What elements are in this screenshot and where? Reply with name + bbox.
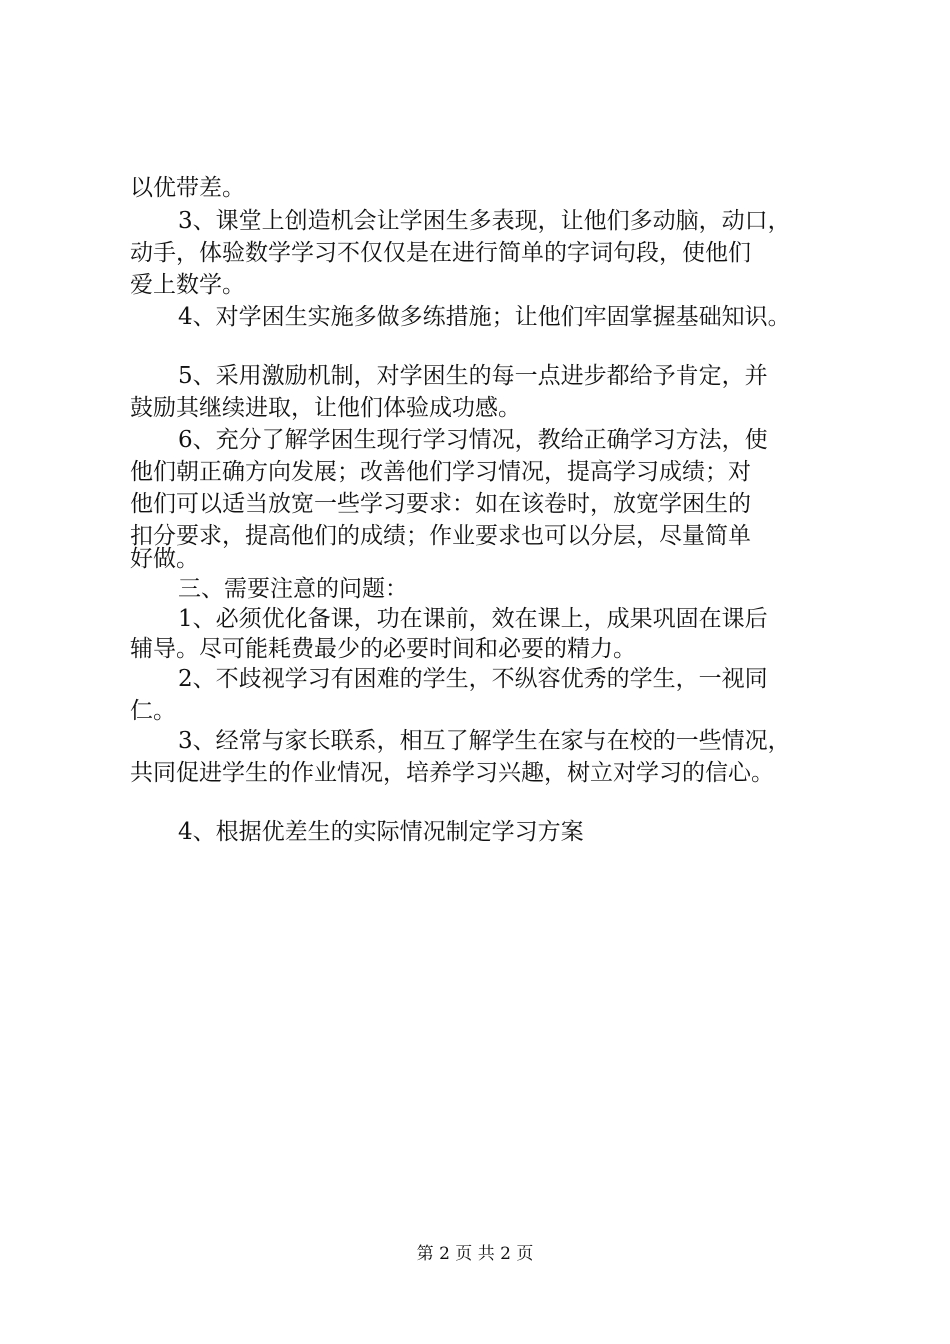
text-line: 鼓励其继续进取，让他们体验成功感。 — [130, 395, 521, 421]
text-line: 以优带差。 — [130, 175, 245, 201]
text-line: 5、采用激励机制，对学困生的每一点进步都给予肯定，并 — [178, 363, 768, 389]
text-line: 扣分要求，提高他们的成绩；作业要求也可以分层，尽量简单 — [130, 523, 751, 549]
text-line: 4、根据优差生的实际情况制定学习方案 — [178, 819, 584, 845]
page-footer: 第 2 页 共 2 页 — [416, 1244, 534, 1264]
text-line: 他们可以适当放宽一些学习要求：如在该卷时，放宽学困生的 — [130, 491, 751, 517]
text-line: 共同促进学生的作业情况，培养学习兴趣，树立对学习的信心。 — [130, 760, 774, 786]
text-line: 4、对学困生实施多做多练措施；让他们牢固掌握基础知识。 — [178, 304, 791, 330]
text-line: 他们朝正确方向发展；改善他们学习情况，提高学习成绩；对 — [130, 459, 751, 485]
text-line: 1、必须优化备课，功在课前，效在课上，成果巩固在课后 — [178, 606, 768, 632]
text-line: 动手，体验数学学习不仅仅是在进行简单的字词句段，使他们 — [130, 240, 751, 266]
text-line: 6、充分了解学困生现行学习情况，教给正确学习方法，使 — [178, 427, 768, 453]
text-line: 仁。 — [130, 698, 176, 724]
text-line: 爱上数学。 — [130, 272, 245, 298]
text-line: 3、经常与家长联系，相互了解学生在家与在校的一些情况， — [178, 728, 791, 754]
text-line: 3、课堂上创造机会让学困生多表现，让他们多动脑，动口， — [178, 208, 791, 234]
section-heading: 三、需要注意的问题： — [178, 576, 408, 602]
text-line: 辅导。尽可能耗费最少的必要时间和必要的精力。 — [130, 636, 636, 662]
text-line: 2、不歧视学习有困难的学生，不纵容优秀的学生，一视同 — [178, 666, 768, 692]
text-line: 好做。 — [130, 546, 199, 572]
